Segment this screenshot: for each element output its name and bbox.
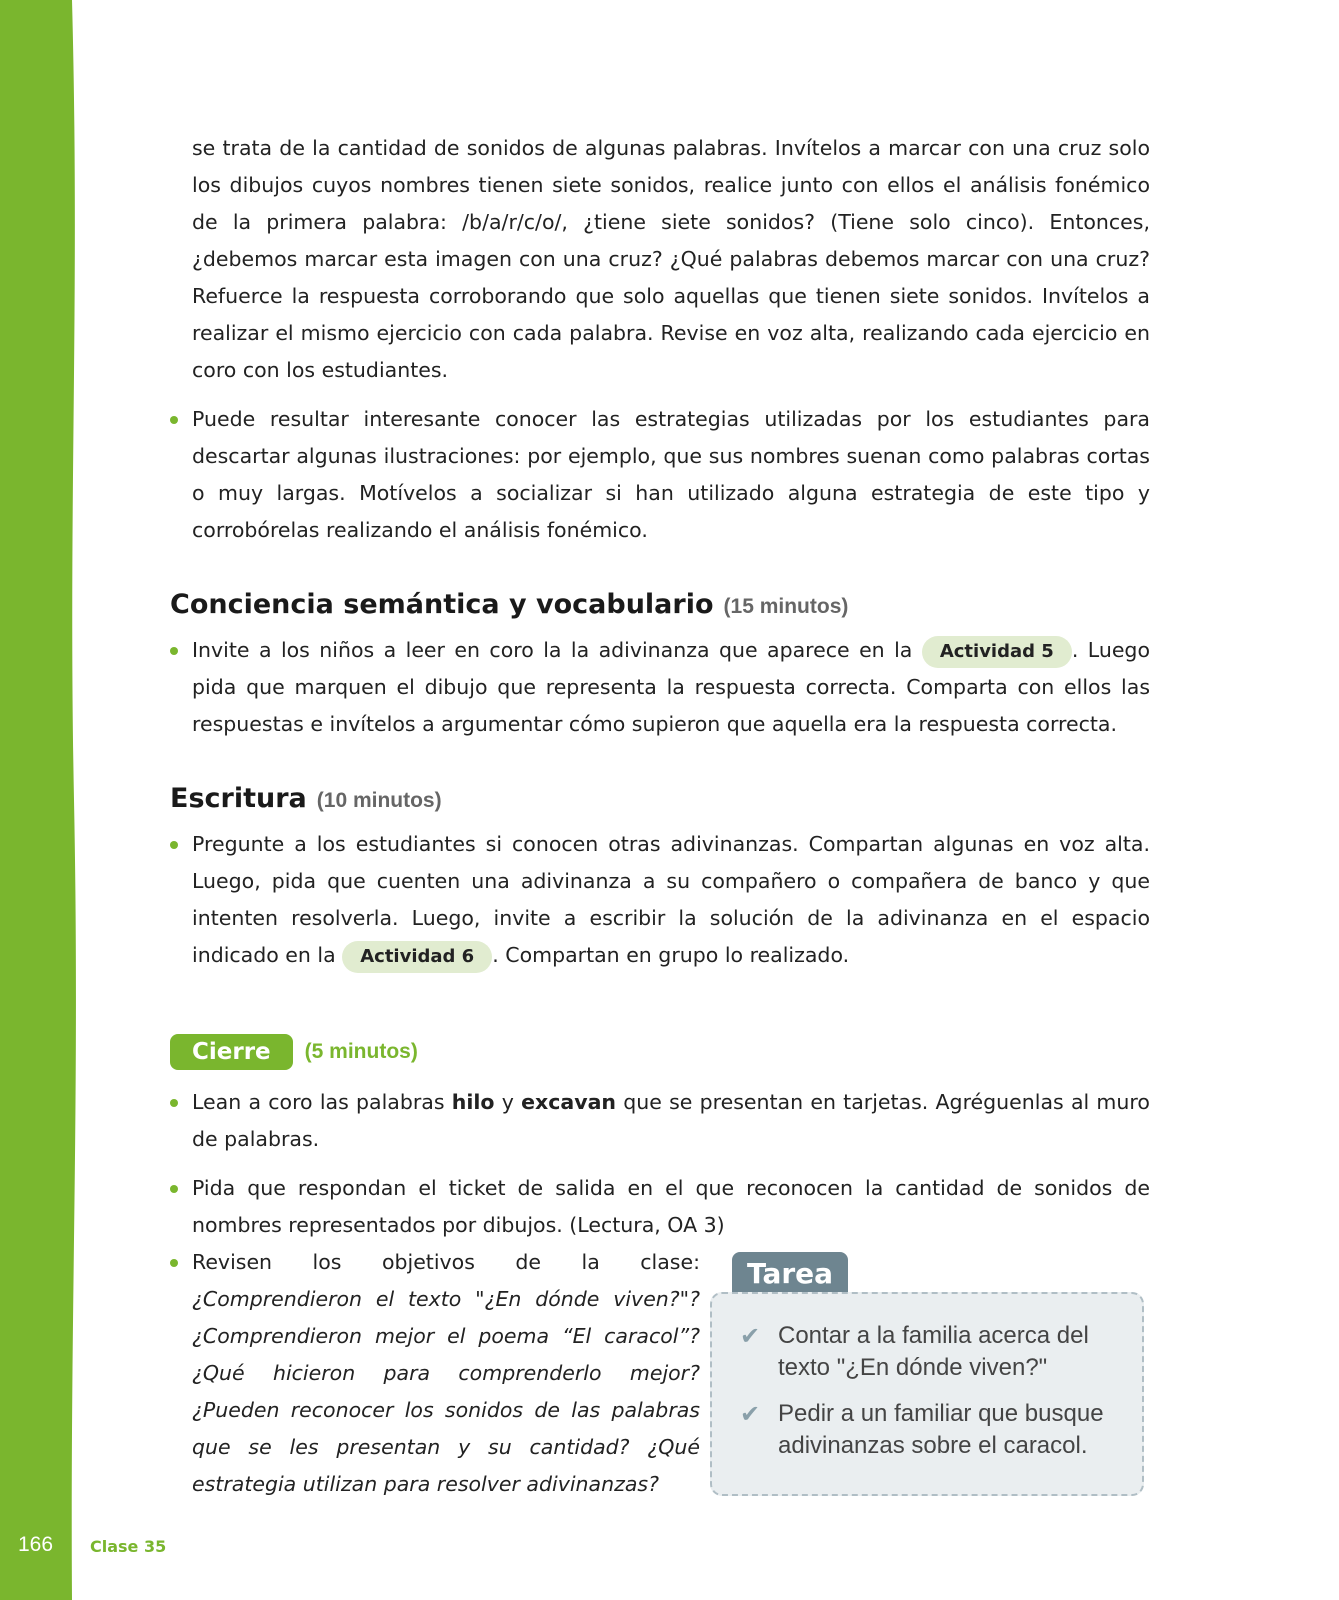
objectives-questions: ¿Comprendieron el texto "¿En dónde viven?"? ¿Comprendieron mejor el poema “El caracol”? ¿Qué hicieron para comprenderlo mejor? ¿Pueden reconocer los sonidos de las palabras que se les presentan y su cantidad? ¿Qué estrategia utilizan para resolver adivinanzas? <box>192 1287 700 1496</box>
bullet-text: . Luego pida que marquen el dibujo que representa la respuesta correcta. Comparta con ellos las respuestas e invítelos a argumentar cómo supieron que aquella era la respuesta correcta. <box>192 638 1150 736</box>
green-sidebar <box>0 0 78 1600</box>
section-time: (5 minutos) <box>304 1040 418 1063</box>
main-content <box>170 130 1150 1494</box>
highlight-word: hilo <box>451 1090 495 1114</box>
bullet-dot-icon <box>170 841 178 849</box>
page-number: 166 <box>18 1533 54 1556</box>
list-item <box>170 401 1150 549</box>
section-title: Conciencia semántica y vocabulario <box>170 589 714 620</box>
section-title: Escritura <box>170 783 307 814</box>
section-heading-semantica <box>170 589 1150 620</box>
checkmark-icon: ✔ <box>740 1322 761 1350</box>
bullet-text: Pregunte a los estudiantes si conocen otras adivinanzas. Compartan algunas en voz alta. Luego, pida que cuenten una adivinanza a su compañero o compañera de banco y que intenten resolverla. Luego, invite a escribir la solución de la adivinanza en el espacio indicado en la <box>192 832 1150 967</box>
highlight-word: excavan <box>521 1090 616 1114</box>
bullet-text: que se presentan en tarjetas. Agréguenlas al muro de palabras. <box>192 1090 1150 1151</box>
list-item <box>170 1084 1150 1158</box>
bullet-dot-icon <box>170 1099 178 1107</box>
bullet-dot-icon <box>170 1185 178 1193</box>
checkmark-icon: ✔ <box>740 1400 761 1428</box>
intro-paragraph: se trata de la cantidad de sonidos de algunas palabras. Invítelos a marcar con una cruz solo los dibujos cuyos nombres tienen siete sonidos, realice junto con ellos el análisis fonémico de la primera palabra: /b/a/r/c/o/, ¿tiene siete sonidos? (Tiene solo cinco). Entonces, ¿debemos marcar esta imagen con una cruz? ¿Qué palabras debemos marcar con una cruz? Refuerce la respuesta corroborando que solo aquellas que tienen siete sonidos. Invítelos a realizar el mismo ejercicio con cada palabra. Revise en voz alta, realizando cada ejercicio en coro con los estudiantes. <box>192 136 1150 382</box>
cierre-heading <box>170 1034 1150 1070</box>
list-item <box>170 826 1150 974</box>
tarea-box <box>710 1292 1144 1496</box>
section-time: (10 minutos) <box>316 789 442 812</box>
section-heading-escritura <box>170 783 1150 814</box>
lesson-label: Clase 35 <box>90 1537 167 1556</box>
bullet-text: Pida que respondan el ticket de salida en el que reconocen la cantidad de sonidos de nombres representados por dibujos. (Lectura, OA 3) <box>192 1176 1150 1237</box>
activity-badge: Actividad 5 <box>922 636 1072 668</box>
list-item <box>170 632 1150 743</box>
list-item <box>170 1244 700 1503</box>
activity-badge: Actividad 6 <box>342 941 492 973</box>
list-item <box>170 1170 1150 1244</box>
bullet-text: Puede resultar interesante conocer las estrategias utilizadas por los estudiantes para descartar algunas ilustraciones: por ejemplo, que sus nombres suenan como palabras cortas o muy largas. Motívelos a socializar si han utilizado alguna estrategia de este tipo y corrobórelas realizando el análisis fonémico. <box>192 407 1150 542</box>
cierre-badge: Cierre <box>170 1034 293 1070</box>
tarea-item-text: Pedir a un familiar que busque adivinanzas sobre el caracol. <box>778 1400 1104 1459</box>
bottom-row <box>170 1244 1150 1494</box>
bullet-text: Revisen los objetivos de la clase: <box>192 1250 700 1274</box>
section-time: (15 minutos) <box>723 595 849 618</box>
bullet-text: Invite a los niños a leer en coro la la adivinanza que aparece en la <box>192 638 913 662</box>
bullet-text: Lean a coro las palabras <box>192 1090 445 1114</box>
bullet-dot-icon <box>170 416 178 424</box>
bullet-dot-icon <box>170 647 178 655</box>
tarea-item <box>740 1398 1122 1462</box>
tarea-item-text: Contar a la familia acerca del texto "¿En dónde viven?" <box>778 1322 1089 1381</box>
tarea-item <box>740 1320 1122 1384</box>
tarea-title: Tarea <box>732 1252 848 1292</box>
bullet-text: y <box>501 1090 514 1114</box>
bullet-text: . Compartan en grupo lo realizado. <box>492 943 850 967</box>
bullet-dot-icon <box>170 1259 178 1267</box>
